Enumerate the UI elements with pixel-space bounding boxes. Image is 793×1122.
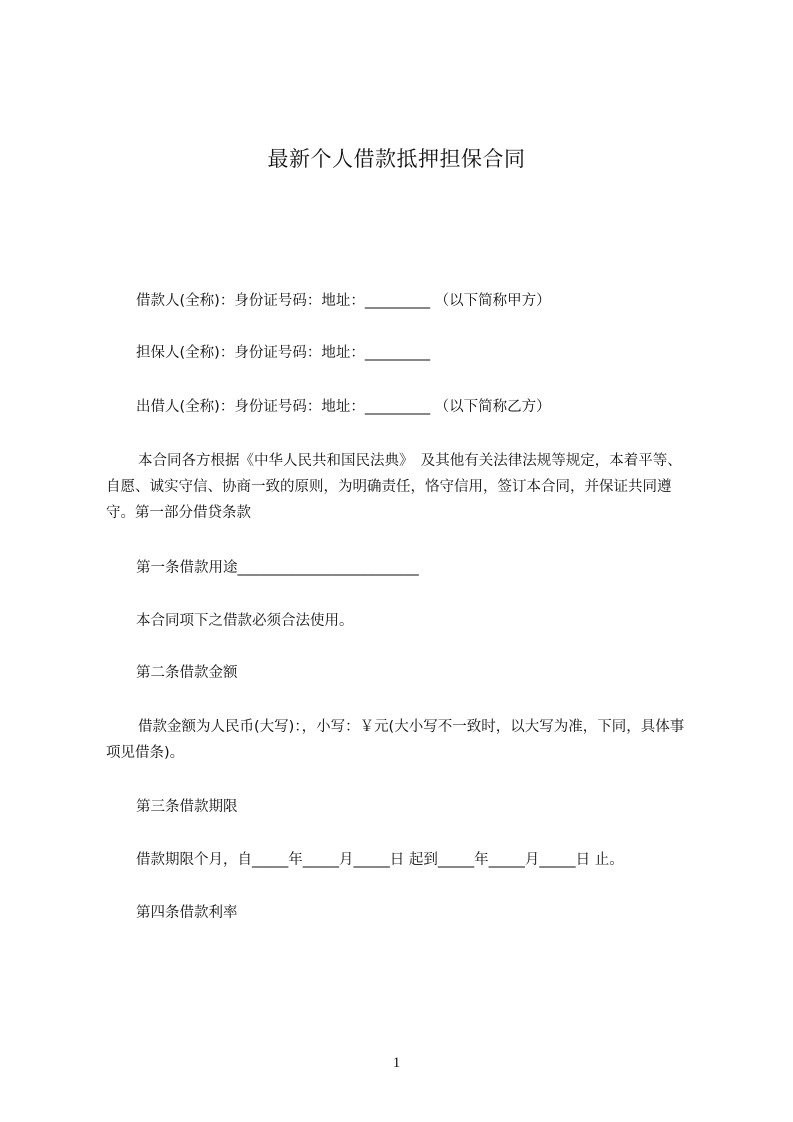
preamble-paragraph: 本合同各方根据《中华人民共和国民法典》 及其他有关法律法规等规定，本着平等、自愿、诚实守信、协商一致的原则，为明确责任，恪守信用，签订本合同，并保证共同遵守。第一部分借贷条款 [106,453,682,521]
article4-heading: 第四条借款利率 [136,905,238,921]
article3-body: 借款期限个月，自_____年_____月_____日 起到_____年_____月_____日 止。 [136,852,624,868]
article2-heading: 第二条借款金额 [136,665,238,681]
article3-heading: 第三条借款期限 [136,799,238,815]
article1-body: 本合同项下之借款必须合法使用。 [136,613,354,629]
borrower-line: 借款人(全称)：身份证号码：地址：_________ （以下简称甲方） [136,293,551,309]
guarantor-line: 担保人(全称)：身份证号码：地址：_________ [136,345,431,361]
lender-line: 出借人(全称)：身份证号码：地址：_________ （以下简称乙方） [136,399,551,415]
article1-heading: 第一条借款用途_________________________ [136,560,419,576]
document-title: 最新个人借款抵押担保合同 [267,147,526,171]
article2-body: 借款金额为人民币(大写)：，小写：￥元(大小写不一致时，以大写为准，下同，具体事项见借条)。 [106,719,685,761]
page-number: 1 [392,1055,401,1071]
